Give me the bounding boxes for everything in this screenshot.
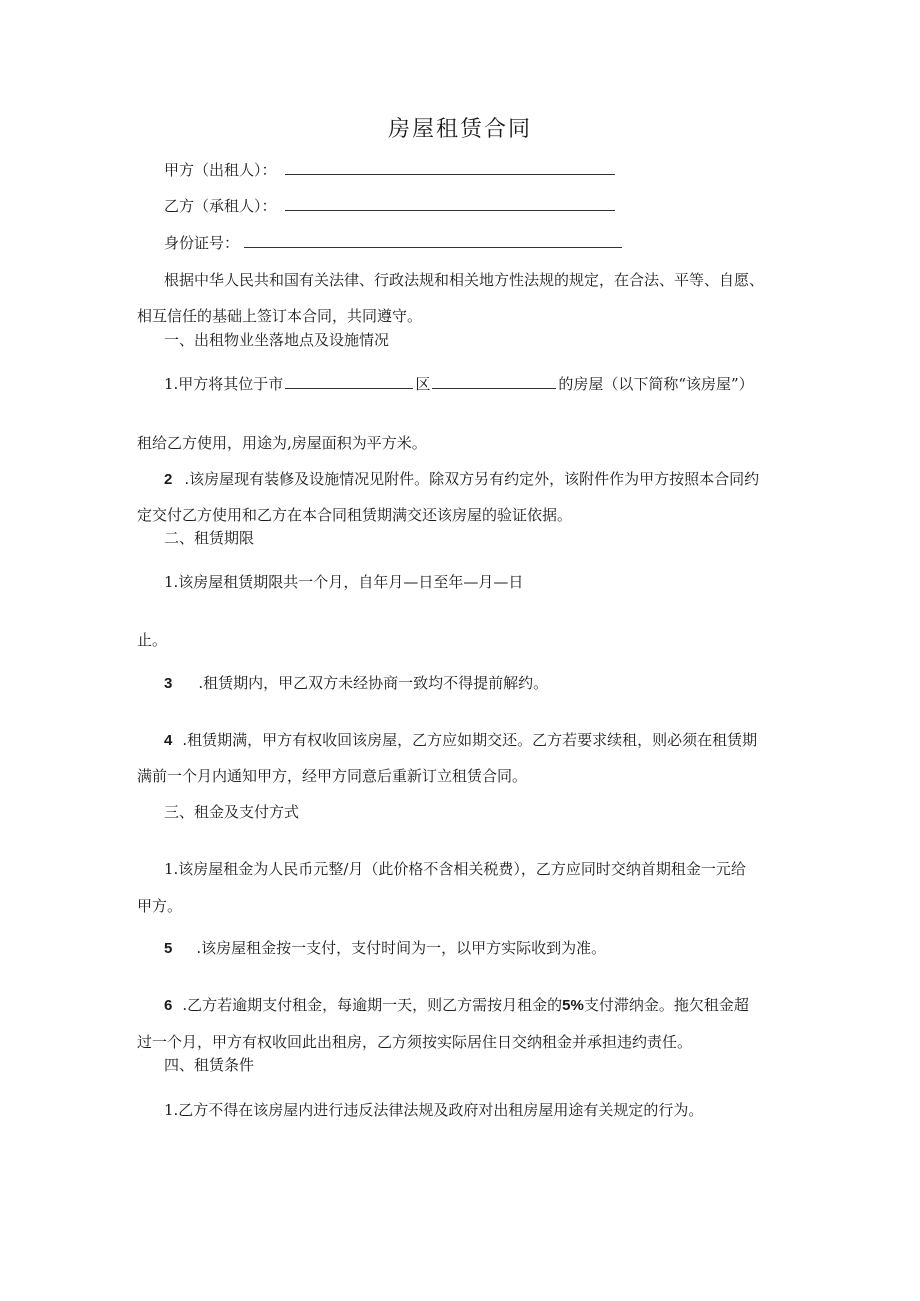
preamble-line-1: 根据中华人民共和国有关法律、行政法规和相关地方性法规的规定，在合法、平等、自愿、: [164, 271, 765, 289]
s3-clause-5-number: 5: [164, 940, 173, 957]
s2-clause-3-text: .租赁期内，甲乙双方未经协商一致均不得提前解约。: [198, 674, 549, 692]
s1-clause-1-text-b: 区: [415, 375, 431, 393]
id-number-line: [164, 233, 622, 253]
party-a-line: [164, 160, 615, 180]
section-3-heading: 三、租金及支付方式: [164, 803, 300, 821]
s1-clause-2-number: 2: [164, 471, 173, 488]
s1-clause-1-text-a: 1.甲方将其位于市: [164, 375, 284, 393]
s1-clause-1-text-c: 的房屋（以下简称“该房屋”）: [558, 375, 754, 393]
s4-clause-1: 1.乙方不得在该房屋内进行违反法律法规及政府对出租房屋用途有关规定的行为。: [164, 1101, 704, 1119]
city-blank[interactable]: [285, 374, 413, 389]
s3-clause-6-number: 6: [164, 997, 173, 1014]
s1-clause-2-line-2: 定交付乙方使用和乙方在本合同租赁期满交还该房屋的验证依据。: [137, 506, 573, 524]
district-blank[interactable]: [432, 374, 556, 389]
s2-clause-3: [164, 673, 548, 694]
s3-clause-1-line-2: 甲方。: [137, 897, 183, 915]
late-fee-percent: 5%: [562, 997, 584, 1014]
document-title: 房屋租赁合同: [387, 117, 532, 142]
party-a-label: 甲方（出租人）：: [164, 161, 277, 179]
s2-clause-4-line-2: 满前一个月内通知甲方，经甲方同意后重新订立租赁合同。: [137, 767, 528, 785]
s3-clause-6-text-b: 支付滞纳金。拖欠租金超: [583, 996, 749, 1014]
s1-clause-2-text-a: .该房屋现有装修及设施情况见附件。除双方另有约定外，该附件作为甲方按照本合同约: [184, 470, 760, 488]
s3-clause-5-text: .该房屋租金按一支付，支付时间为一，以甲方实际收到为准。: [196, 939, 607, 957]
party-b-line: [164, 196, 615, 216]
id-number-label: 身份证号：: [164, 234, 240, 252]
s3-clause-6-line-1: [164, 995, 749, 1016]
s3-clause-6-line-2: 过一个月，甲方有权收回此出租房，乙方须按实际居住日交纳租金并承担违约责任。: [137, 1033, 693, 1051]
id-number-blank[interactable]: [244, 233, 622, 248]
s2-clause-4-number: 4: [164, 732, 173, 749]
s2-clause-3-number: 3: [164, 675, 173, 692]
section-4-heading: 四、租赁条件: [164, 1056, 255, 1074]
party-b-blank[interactable]: [285, 196, 615, 211]
party-a-blank[interactable]: [285, 160, 615, 175]
s1-clause-1-line-2: 租给乙方使用，用途为,房屋面积为平方米。: [137, 434, 427, 452]
section-1-heading: 一、出租物业坐落地点及设施情况: [164, 331, 390, 349]
s2-clause-1-line-2: 止。: [137, 631, 168, 649]
s1-clause-2-line-1: [164, 469, 759, 490]
s1-clause-1-line-1: [164, 374, 754, 394]
s2-clause-1-line-1: 1.该房屋租赁期限共一个月，自年月—日至年—月—日: [164, 573, 524, 591]
section-2-heading: 二、租赁期限: [164, 529, 255, 547]
party-b-label: 乙方（承租人）：: [164, 197, 277, 215]
s2-clause-4-text-a: .租赁期满，甲方有权收回该房屋，乙方应如期交还。乙方若要求续租，则必须在租赁期: [182, 731, 758, 749]
preamble-line-2: 相互信任的基础上签订本合同，共同遵守。: [137, 307, 423, 325]
s3-clause-5: [164, 938, 606, 959]
s2-clause-4-line-1: [164, 730, 757, 751]
s3-clause-6-text-a: .乙方若逾期支付租金，每逾期一天，则乙方需按月租金的: [182, 996, 563, 1014]
s3-clause-1-line-1: 1.该房屋租金为人民币元整/月（此价格不含相关税费），乙方应同时交纳首期租金一元给: [164, 860, 746, 878]
